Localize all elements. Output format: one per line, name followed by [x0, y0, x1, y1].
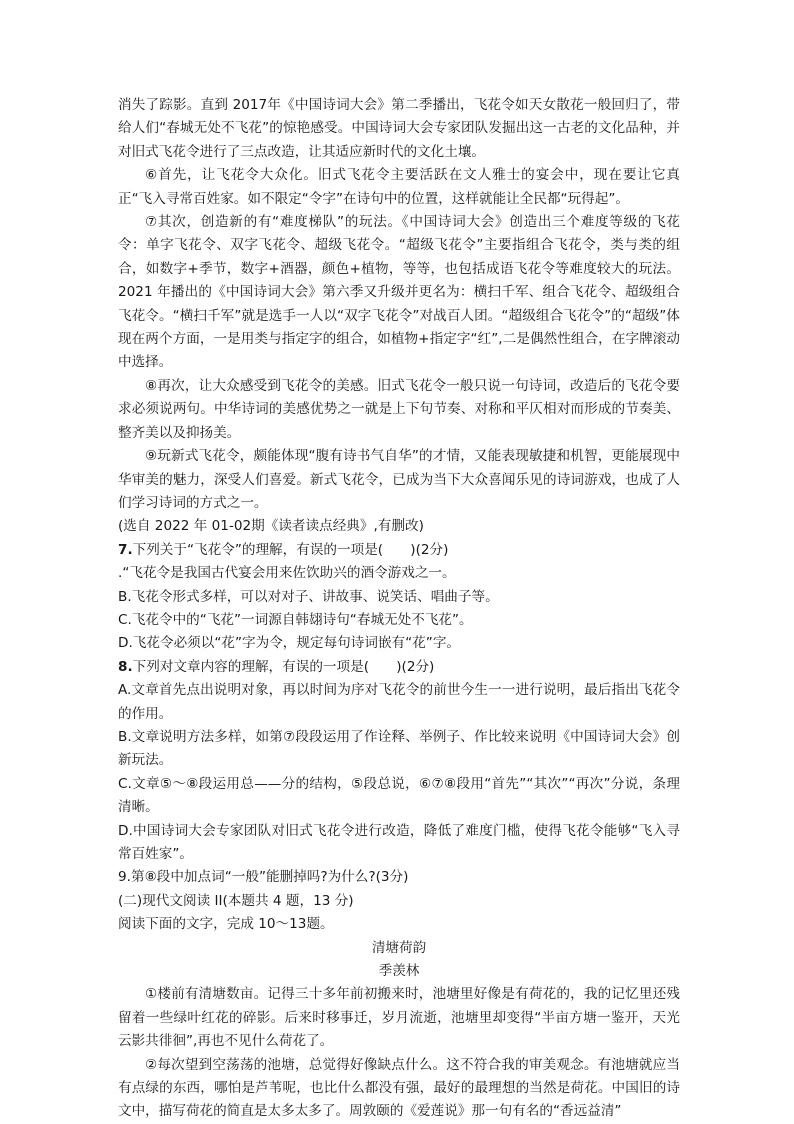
story-paragraph-2: ②每次望到空荡荡的池塘，总觉得好像缺点什么。这不符合我的审美观念。有池塘就应当有点绿的东西，哪怕是芦苇呢，也比什么都没有强，最好的最理想的当然是荷花。中国旧的诗文中，描写荷花的简直是太多太多了。周敦颐的《爱莲说》那一句有名的“香远益清” [118, 1056, 680, 1120]
question-7-option-d: D.飞花令必须以“花”字为令，规定每句诗词嵌有“花”字。 [118, 635, 461, 652]
question-8 [118, 656, 680, 679]
section-heading: (二)现代文阅读 II(本题共 4 题，13 分) [118, 892, 354, 909]
paragraph-9: ⑨玩新式飞花令，颇能体现“腹有诗书气自华”的才情，又能表现敏捷和机智，更能展现中华审美的魅力，深受人们喜爱。新式飞花令，已成为当下大众喜闻乐见的诗词游戏，也成了人们学习诗词的方式之一。 [118, 448, 680, 511]
article-title: 清塘荷韵 [371, 939, 427, 956]
reading-instruction: 阅读下面的文字，完成 10～13题。 [118, 916, 334, 933]
question-7-number: 7. [118, 541, 133, 558]
story-paragraph-1: ①楼前有清塘数亩。记得三十多年前初搬来时，池塘里好像是有荷花的，我的记忆里还残留着一些绿叶红花的碎影。后来时移事迁，岁月流逝，池塘里却变得“半亩方塘一鉴开，天光云影共徘徊”,再也不见什么荷花了。 [118, 986, 680, 1050]
question-8-number: 8. [118, 658, 133, 675]
intro-paragraph: 消失了踪影。直到 2017年《中国诗词大会》第二季播出，飞花令如天女散花一般回归了，带给人们“春城无处不飞花”的惊艳感受。中国诗词大会专家团队发掘出这一古老的文化品种，并对旧式飞花令进行了三点改造，让其适应新时代的文化土壤。 [118, 97, 680, 160]
question-8-option-a: A.文章首先点出说明对象，再以时间为序对飞花令的前世今生一一进行说明，最后指出飞花令的作用。 [118, 682, 680, 722]
source-note: (选自 2022 年 01-02期《读者读点经典》,有删改) [118, 518, 424, 535]
question-7-stem: 下列关于“飞花令”的理解，有误的一项是( )(2分) [132, 541, 449, 558]
question-7-option-c: C.飞花令中的“飞花”一词源自韩翃诗句“春城无处不飞花”。 [118, 611, 473, 628]
question-7-option-b: B.飞花令形式多样，可以对对子、讲故事、说笑话、唱曲子等。 [118, 588, 499, 605]
question-8-stem: 下列对文章内容的理解，有误的一项是( )(2分) [132, 658, 435, 675]
paragraph-7: ⑦其次，创造新的有“难度梯队”的玩法。《中国诗词大会》创造出三个难度等级的飞花令：单字飞花令、双字飞花令、超级飞花令。“超级飞花令”主要指组合飞花令，类与类的组合，如数字+季节，数字+酒器，颜色+植物，等等，也包括成语飞花令等难度较大的玩法。2021 年播出的《中国诗词大会》第六季又升级并更名为：横扫千军、组合飞花令、超级组合飞花令。“横扫千军”就是选手一人以“双字飞花令”对战百人团。“超级组合飞花令”的“超级”体现在两个方面，一是用类与指定字的组合，如植物+指定字“红”,二是偶然性组合，在字牌滚动中选择。 [118, 214, 680, 371]
paragraph-6: ⑥首先，让飞花令大众化。旧式飞花令主要活跃在文人雅士的宴会中，现在要让它真正“飞入寻常百姓家。如不限定“令字”在诗句中的位置，这样就能让全民都“玩得起”。 [118, 167, 680, 207]
paragraph-8: ⑧再次，让大众感受到飞花令的美感。旧式飞花令一般只说一句诗词，改造后的飞花令要求必须说两句。中华诗词的美感优势之一就是上下句节奏、对称和平仄相对而形成的节奏美、整齐美以及抑扬美。 [118, 377, 680, 441]
question-8-option-c: C.文章⑤～⑧段运用总——分的结构，⑤段总说，⑥⑦⑧段用“首先”“其次”“再次”分说，条理清晰。 [118, 775, 680, 816]
article-author: 季羡林 [378, 963, 420, 980]
question-7-option-a: .“飞花令是我国古代宴会用来佐饮助兴的酒令游戏之一。 [118, 565, 456, 582]
question-9: 9.第⑧段中加点词“一般”能删掉吗?为什么?(3分) [118, 869, 409, 886]
question-7 [118, 539, 680, 562]
question-8-option-b: B.文章说明方法多样，如第⑦段段运用了作诠释、举例子、作比较来说明《中国诗词大会》创新玩法。 [118, 728, 680, 769]
document-page [118, 94, 680, 1124]
question-8-option-d: D.中国诗词大会专家团队对旧式飞花令进行改造，降低了难度门槛，使得飞花令能够“飞入寻常百姓家”。 [118, 822, 680, 862]
